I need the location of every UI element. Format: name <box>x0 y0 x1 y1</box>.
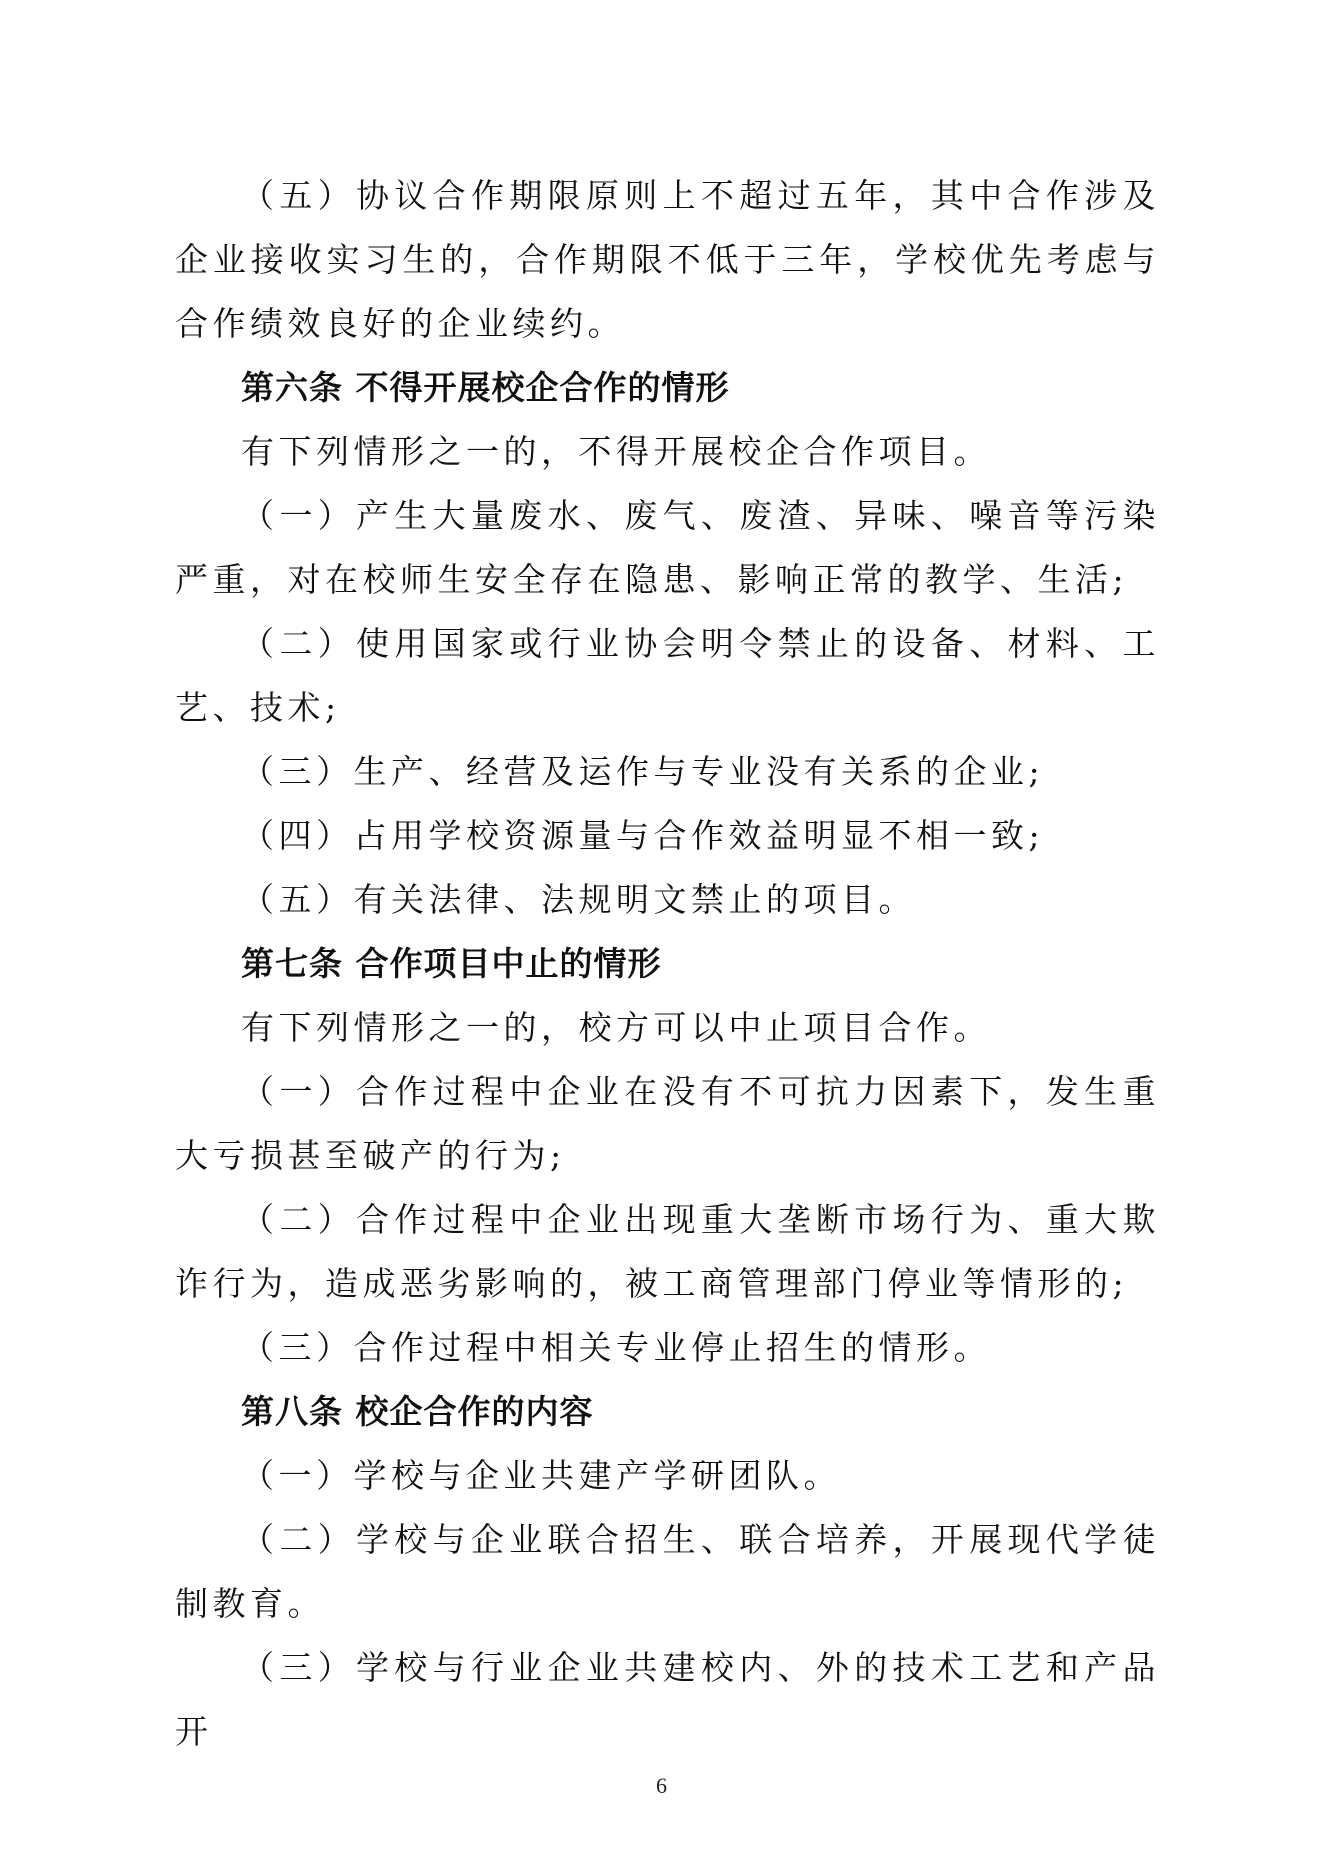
paragraph-article-7-intro: 有下列情形之一的，校方可以中止项目合作。 <box>241 1008 991 1047</box>
page-number: 6 <box>656 1773 667 1798</box>
document-body <box>175 164 1160 1764</box>
heading-article-6: 第六条 不得开展校企合作的情形 <box>241 368 730 407</box>
paragraph-article-6-item-1: （一）产生大量废水、废气、废渣、异味、噪音等污染严重，对在校师生安全存在隐患、影响正常的教学、生活; <box>175 496 1160 599</box>
heading-article-8: 第八条 校企合作的内容 <box>241 1392 594 1431</box>
paragraph-article-6-item-3: （三）生产、经营及运作与专业没有关系的企业; <box>241 752 1045 791</box>
paragraph-article-8-item-1: （一）学校与企业共建产学研团队。 <box>241 1456 841 1495</box>
paragraph-article-6-item-2: （二）使用国家或行业协会明令禁止的设备、材料、工艺、技术; <box>175 624 1160 727</box>
paragraph-article-7-item-2: （二）合作过程中企业出现重大垄断市场行为、重大欺诈行为，造成恶劣影响的，被工商管理部门停业等情形的; <box>175 1200 1160 1303</box>
paragraph-article-6-item-4: （四）占用学校资源量与合作效益明显不相一致; <box>241 816 1045 855</box>
paragraph-article-7-item-3: （三）合作过程中相关专业停止招生的情形。 <box>241 1328 991 1367</box>
paragraph-term-limit: （五）协议合作期限原则上不超过五年，其中合作涉及企业接收实习生的，合作期限不低于三年，学校优先考虑与合作绩效良好的企业续约。 <box>175 176 1160 343</box>
heading-article-7: 第七条 合作项目中止的情形 <box>241 944 662 983</box>
paragraph-article-8-item-3: （三）学校与行业企业共建校内、外的技术工艺和产品开 <box>175 1648 1160 1751</box>
paragraph-article-7-item-1: （一）合作过程中企业在没有不可抗力因素下，发生重大亏损甚至破产的行为; <box>175 1072 1160 1175</box>
paragraph-article-6-item-5: （五）有关法律、法规明文禁止的项目。 <box>241 880 916 919</box>
paragraph-article-8-item-2: （二）学校与企业联合招生、联合培养，开展现代学徒制教育。 <box>175 1520 1160 1623</box>
paragraph-article-6-intro: 有下列情形之一的，不得开展校企合作项目。 <box>241 432 991 471</box>
